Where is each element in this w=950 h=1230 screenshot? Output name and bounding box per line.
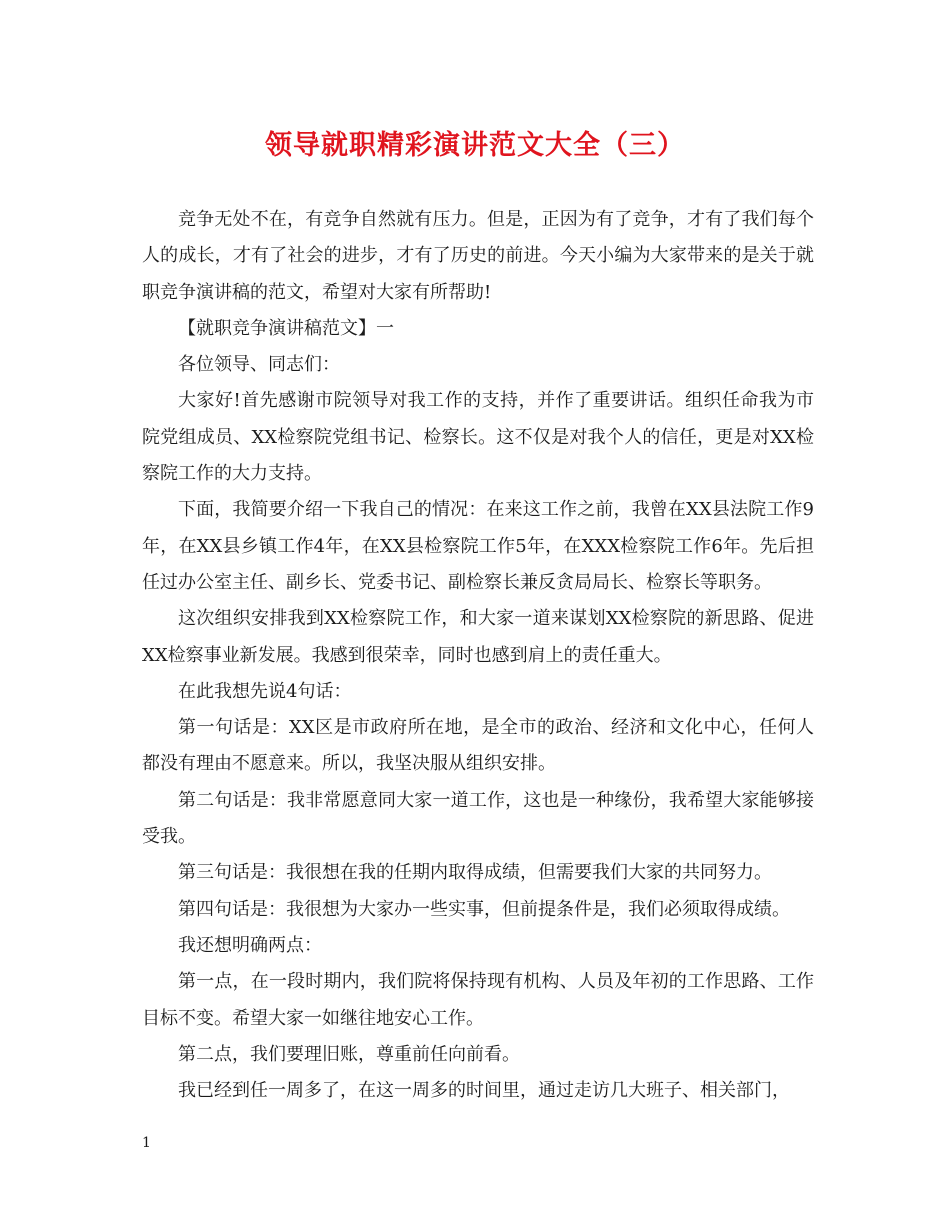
paragraph: 第三句话是：我很想在我的任期内取得成绩，但需要我们大家的共同努力。 [178, 862, 772, 884]
section-heading: 【就职竞争演讲稿范文】一 [178, 317, 394, 339]
paragraph: 我还想明确两点： [178, 934, 322, 956]
document-body [142, 202, 814, 1109]
paragraph: 下面，我简要介绍一下我自己的情况：在来这工作之前，我曾在XX县法院工作9年，在XX县乡镇工作4年，在XX县检察院工作5年，在XXX检察院工作6年。先后担任过办公室主任、副乡长、党委书记、副检察长兼反贪局局长、检察长等职务。 [142, 499, 814, 593]
paragraph: 我已经到任一周多了，在这一周多的时间里，通过走访几大班子、相关部门， [178, 1080, 790, 1102]
paragraph: 第二点，我们要理旧账，尊重前任向前看。 [178, 1043, 520, 1065]
document-title: 领导就职精彩演讲范文大全（三） [265, 130, 685, 161]
paragraph: 这次组织安排我到XX检察院工作，和大家一道来谋划XX检察院的新思路、促进XX检察事业新发展。我感到很荣幸，同时也感到肩上的责任重大。 [142, 608, 814, 666]
paragraph: 竞争无处不在，有竞争自然就有压力。但是，正因为有了竞争，才有了我们每个人的成长，才有了社会的进步，才有了历史的前进。今天小编为大家带来的是关于就职竞争演讲稿的范文，希望对大家有所帮助! [142, 209, 814, 303]
paragraph: 第一句话是：XX区是市政府所在地，是全市的政治、经济和文化中心，任何人都没有理由不愿意来。所以，我坚决服从组织安排。 [142, 717, 814, 775]
salutation: 各位领导、同志们： [178, 354, 340, 376]
paragraph: 大家好!首先感谢市院领导对我工作的支持，并作了重要讲话。组织任命我为市院党组成员、XX检察院党组书记、检察长。这不仅是对我个人的信任，更是对XX检察院工作的大力支持。 [142, 390, 814, 485]
paragraph: 第四句话是：我很想为大家办一些实事，但前提条件是，我们必须取得成绩。 [178, 898, 790, 920]
paragraph: 第二句话是：我非常愿意同大家一道工作，这也是一种缘份，我希望大家能够接受我。 [142, 789, 814, 848]
paragraph: 第一点，在一段时期内，我们院将保持现有机构、人员及年初的工作思路、工作目标不变。希望大家一如继往地安心工作。 [142, 971, 814, 1029]
page-number: 1 [142, 1135, 151, 1151]
paragraph: 在此我想先说4句话： [178, 680, 352, 702]
